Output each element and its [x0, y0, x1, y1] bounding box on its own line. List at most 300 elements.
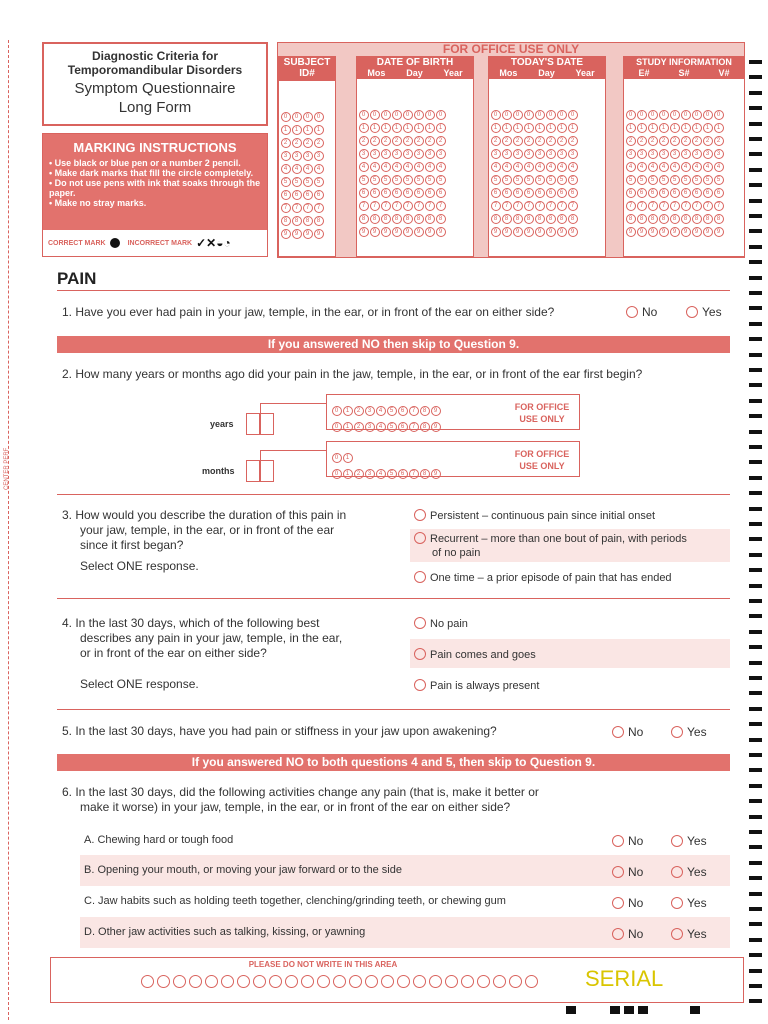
q6b-no-option[interactable]	[612, 865, 643, 879]
office-bubble[interactable]: 7	[535, 201, 545, 211]
office-bubble[interactable]: 9	[436, 227, 446, 237]
office-bubble[interactable]: 7	[292, 203, 302, 213]
office-bubble[interactable]: 2	[414, 136, 424, 146]
office-bubble[interactable]: 8	[370, 214, 380, 224]
office-bubble[interactable]: 9	[681, 227, 691, 237]
office-bubble[interactable]: 0	[303, 112, 313, 122]
office-bubble[interactable]: 9	[292, 229, 302, 239]
years-bubbles-row1[interactable]: 0 1 2 3 4 5 6 7 8 9	[331, 399, 441, 417]
office-bubble[interactable]: 5	[513, 175, 523, 185]
office-bubble[interactable]: 6	[314, 190, 324, 200]
office-bubble[interactable]: 0	[381, 110, 391, 120]
office-bubble[interactable]: 1	[681, 123, 691, 133]
office-bubble[interactable]: 0	[436, 110, 446, 120]
office-bubble[interactable]: 0	[703, 110, 713, 120]
office-bubble[interactable]: 7	[714, 201, 724, 211]
office-bubble[interactable]: 3	[626, 149, 636, 159]
office-bubble[interactable]: 1	[546, 123, 556, 133]
q6d-yes-option[interactable]	[671, 927, 707, 941]
office-bubble[interactable]: 4	[381, 162, 391, 172]
office-bubble[interactable]: 2	[546, 136, 556, 146]
office-bubble[interactable]: 7	[568, 201, 578, 211]
office-bubble[interactable]: 5	[714, 175, 724, 185]
q3-option-persistent[interactable]	[414, 509, 655, 522]
office-bubble[interactable]: 4	[557, 162, 567, 172]
office-bubble[interactable]: 7	[670, 201, 680, 211]
q3-option-one-time[interactable]	[414, 571, 672, 584]
office-bubble[interactable]: 4	[292, 164, 302, 174]
office-bubble[interactable]: 3	[314, 151, 324, 161]
office-bubble[interactable]: 3	[414, 149, 424, 159]
office-bubble[interactable]: 8	[681, 214, 691, 224]
office-bubble[interactable]: 4	[648, 162, 658, 172]
office-bubble[interactable]: 9	[524, 227, 534, 237]
office-bubble[interactable]: 0	[314, 112, 324, 122]
office-bubble[interactable]: 5	[436, 175, 446, 185]
office-bubble[interactable]: 2	[381, 136, 391, 146]
office-bubble[interactable]: 1	[670, 123, 680, 133]
months-digit-2[interactable]	[260, 460, 274, 482]
office-bubble[interactable]: 0	[637, 110, 647, 120]
office-bubble[interactable]: 2	[370, 136, 380, 146]
office-bubble[interactable]: 3	[370, 149, 380, 159]
office-bubble[interactable]: 5	[314, 177, 324, 187]
years-bubbles-row2[interactable]: 0 1 2 3 4 5 6 7 8 9	[331, 415, 441, 433]
q4-option-always[interactable]	[414, 679, 539, 692]
office-bubble[interactable]: 9	[303, 229, 313, 239]
office-bubble[interactable]: 3	[703, 149, 713, 159]
office-bubble[interactable]: 1	[370, 123, 380, 133]
office-bubble[interactable]: 7	[392, 201, 402, 211]
office-bubble[interactable]: 4	[502, 162, 512, 172]
office-bubble[interactable]: 5	[670, 175, 680, 185]
office-bubble[interactable]: 7	[502, 201, 512, 211]
office-bubble[interactable]: 2	[714, 136, 724, 146]
office-bubble[interactable]: 2	[557, 136, 567, 146]
office-bubble[interactable]: 6	[670, 188, 680, 198]
office-bubble[interactable]: 4	[513, 162, 523, 172]
office-bubble[interactable]: 3	[568, 149, 578, 159]
office-bubble[interactable]: 2	[403, 136, 413, 146]
office-bubble[interactable]: 6	[436, 188, 446, 198]
q1-yes-option[interactable]	[686, 305, 722, 319]
office-bubble[interactable]: 5	[281, 177, 291, 187]
office-bubble[interactable]: 1	[425, 123, 435, 133]
office-bubble[interactable]: 7	[626, 201, 636, 211]
office-bubble[interactable]: 9	[392, 227, 402, 237]
office-bubble[interactable]: 7	[659, 201, 669, 211]
office-bubble[interactable]: 6	[359, 188, 369, 198]
subject-id-bubbles[interactable]	[279, 81, 335, 235]
office-bubble[interactable]: 4	[314, 164, 324, 174]
office-bubble[interactable]: 3	[714, 149, 724, 159]
office-bubble[interactable]: 8	[513, 214, 523, 224]
office-bubble[interactable]: 0	[681, 110, 691, 120]
office-bubble[interactable]: 2	[670, 136, 680, 146]
office-bubble[interactable]: 3	[491, 149, 501, 159]
office-bubble[interactable]: 6	[502, 188, 512, 198]
office-bubble[interactable]: 1	[568, 123, 578, 133]
office-bubble[interactable]: 1	[648, 123, 658, 133]
office-bubble[interactable]: 5	[637, 175, 647, 185]
office-bubble[interactable]: 6	[491, 188, 501, 198]
office-bubble[interactable]: 7	[692, 201, 702, 211]
office-bubble[interactable]: 4	[670, 162, 680, 172]
office-bubble[interactable]: 8	[546, 214, 556, 224]
office-bubble[interactable]: 7	[414, 201, 424, 211]
office-bubble[interactable]: 6	[692, 188, 702, 198]
office-bubble[interactable]: 2	[568, 136, 578, 146]
office-bubble[interactable]: 1	[714, 123, 724, 133]
office-bubble[interactable]: 0	[557, 110, 567, 120]
office-bubble[interactable]: 7	[281, 203, 291, 213]
office-bubble[interactable]: 8	[637, 214, 647, 224]
office-bubble[interactable]: 6	[648, 188, 658, 198]
office-bubble[interactable]: 8	[568, 214, 578, 224]
office-bubble[interactable]: 5	[524, 175, 534, 185]
q6a-yes-option[interactable]	[671, 834, 707, 848]
office-bubble[interactable]: 2	[425, 136, 435, 146]
office-bubble[interactable]: 1	[557, 123, 567, 133]
office-bubble[interactable]: 2	[681, 136, 691, 146]
office-bubble[interactable]: 8	[414, 214, 424, 224]
office-bubble[interactable]: 7	[491, 201, 501, 211]
office-bubble[interactable]: 2	[703, 136, 713, 146]
office-bubble[interactable]: 8	[703, 214, 713, 224]
office-bubble[interactable]: 7	[359, 201, 369, 211]
office-bubble[interactable]: 6	[681, 188, 691, 198]
office-bubble[interactable]: 9	[626, 227, 636, 237]
office-bubble[interactable]: 1	[281, 125, 291, 135]
office-bubble[interactable]: 6	[524, 188, 534, 198]
office-bubble[interactable]: 5	[535, 175, 545, 185]
office-bubble[interactable]: 0	[535, 110, 545, 120]
office-bubble[interactable]: 8	[524, 214, 534, 224]
office-bubble[interactable]: 2	[692, 136, 702, 146]
office-bubble[interactable]: 5	[681, 175, 691, 185]
office-bubble[interactable]: 1	[535, 123, 545, 133]
office-bubble[interactable]: 7	[303, 203, 313, 213]
office-bubble[interactable]: 6	[292, 190, 302, 200]
office-bubble[interactable]: 7	[381, 201, 391, 211]
office-bubble[interactable]: 8	[303, 216, 313, 226]
office-bubble[interactable]: 6	[659, 188, 669, 198]
office-bubble[interactable]: 5	[692, 175, 702, 185]
office-bubble[interactable]: 9	[535, 227, 545, 237]
office-bubble[interactable]: 9	[568, 227, 578, 237]
office-bubble[interactable]: 4	[714, 162, 724, 172]
office-bubble[interactable]: 5	[403, 175, 413, 185]
office-bubble[interactable]: 6	[281, 190, 291, 200]
office-bubble[interactable]: 3	[659, 149, 669, 159]
office-bubble[interactable]: 0	[292, 112, 302, 122]
office-bubble[interactable]: 3	[681, 149, 691, 159]
office-bubble[interactable]: 0	[403, 110, 413, 120]
office-bubble[interactable]: 9	[314, 229, 324, 239]
office-bubble[interactable]: 3	[524, 149, 534, 159]
office-bubble[interactable]: 0	[714, 110, 724, 120]
office-bubble[interactable]: 2	[648, 136, 658, 146]
office-bubble[interactable]: 9	[281, 229, 291, 239]
office-bubble[interactable]: 4	[703, 162, 713, 172]
office-bubble[interactable]: 5	[703, 175, 713, 185]
office-bubble[interactable]: 4	[681, 162, 691, 172]
office-bubble[interactable]: 5	[381, 175, 391, 185]
office-bubble[interactable]: 9	[546, 227, 556, 237]
office-bubble[interactable]: 2	[392, 136, 402, 146]
months-digit-1[interactable]	[246, 460, 260, 482]
office-bubble[interactable]: 9	[414, 227, 424, 237]
office-bubble[interactable]: 5	[414, 175, 424, 185]
office-bubble[interactable]: 4	[491, 162, 501, 172]
office-bubble[interactable]: 7	[637, 201, 647, 211]
office-bubble[interactable]: 2	[359, 136, 369, 146]
office-bubble[interactable]: 3	[281, 151, 291, 161]
office-bubble[interactable]: 0	[414, 110, 424, 120]
office-bubble[interactable]: 2	[502, 136, 512, 146]
office-bubble[interactable]: 6	[303, 190, 313, 200]
office-bubble[interactable]: 3	[425, 149, 435, 159]
q6d-no-option[interactable]	[612, 927, 643, 941]
office-bubble[interactable]: 1	[314, 125, 324, 135]
office-bubble[interactable]: 8	[692, 214, 702, 224]
q6c-no-option[interactable]	[612, 896, 643, 910]
office-bubble[interactable]: 7	[681, 201, 691, 211]
office-bubble[interactable]: 9	[403, 227, 413, 237]
office-bubble[interactable]: 0	[491, 110, 501, 120]
office-bubble[interactable]: 6	[557, 188, 567, 198]
office-bubble[interactable]: 9	[637, 227, 647, 237]
office-bubble[interactable]: 1	[303, 125, 313, 135]
q1-no-option[interactable]	[626, 305, 657, 319]
office-bubble[interactable]: 4	[303, 164, 313, 174]
q6b-yes-option[interactable]	[671, 865, 707, 879]
office-bubble[interactable]: 5	[292, 177, 302, 187]
office-bubble[interactable]: 8	[359, 214, 369, 224]
office-bubble[interactable]: 8	[381, 214, 391, 224]
office-bubble[interactable]: 9	[692, 227, 702, 237]
office-bubble[interactable]: 5	[659, 175, 669, 185]
study-bubbles[interactable]	[624, 79, 744, 233]
office-bubble[interactable]: 0	[359, 110, 369, 120]
office-bubble[interactable]: 8	[436, 214, 446, 224]
office-bubble[interactable]: 5	[546, 175, 556, 185]
office-bubble[interactable]: 7	[703, 201, 713, 211]
office-bubble[interactable]: 6	[392, 188, 402, 198]
office-bubble[interactable]: 0	[524, 110, 534, 120]
office-bubble[interactable]: 9	[513, 227, 523, 237]
office-bubble[interactable]: 9	[703, 227, 713, 237]
office-bubble[interactable]: 4	[425, 162, 435, 172]
office-bubble[interactable]: 3	[502, 149, 512, 159]
office-bubble[interactable]: 7	[403, 201, 413, 211]
office-bubble[interactable]: 8	[314, 216, 324, 226]
office-bubble[interactable]: 6	[714, 188, 724, 198]
office-bubble[interactable]: 6	[637, 188, 647, 198]
months-bubbles-row1[interactable]: 0 1	[331, 446, 353, 464]
office-bubble[interactable]: 1	[637, 123, 647, 133]
office-bubble[interactable]: 0	[392, 110, 402, 120]
office-bubble[interactable]: 2	[535, 136, 545, 146]
office-bubble[interactable]: 6	[370, 188, 380, 198]
years-digit-2[interactable]	[260, 413, 274, 435]
office-bubble[interactable]: 0	[648, 110, 658, 120]
office-bubble[interactable]: 6	[414, 188, 424, 198]
office-bubble[interactable]: 3	[403, 149, 413, 159]
office-bubble[interactable]: 1	[403, 123, 413, 133]
office-bubble[interactable]: 7	[513, 201, 523, 211]
office-bubble[interactable]: 2	[659, 136, 669, 146]
office-bubble[interactable]: 8	[714, 214, 724, 224]
office-bubble[interactable]: 7	[436, 201, 446, 211]
office-bubble[interactable]: 9	[425, 227, 435, 237]
office-bubble[interactable]: 3	[670, 149, 680, 159]
office-bubble[interactable]: 3	[303, 151, 313, 161]
office-bubble[interactable]: 3	[436, 149, 446, 159]
office-bubble[interactable]: 1	[524, 123, 534, 133]
office-bubble[interactable]: 5	[425, 175, 435, 185]
office-bubble[interactable]: 3	[692, 149, 702, 159]
office-bubble[interactable]: 4	[546, 162, 556, 172]
office-bubble[interactable]: 8	[670, 214, 680, 224]
office-bubble[interactable]: 9	[648, 227, 658, 237]
q4-option-no-pain[interactable]	[414, 617, 468, 630]
office-bubble[interactable]: 5	[359, 175, 369, 185]
office-bubble[interactable]: 7	[648, 201, 658, 211]
office-bubble[interactable]: 2	[281, 138, 291, 148]
office-bubble[interactable]: 4	[281, 164, 291, 174]
office-bubble[interactable]: 5	[557, 175, 567, 185]
office-bubble[interactable]: 6	[381, 188, 391, 198]
office-bubble[interactable]: 1	[414, 123, 424, 133]
office-bubble[interactable]: 3	[535, 149, 545, 159]
office-bubble[interactable]: 6	[513, 188, 523, 198]
office-bubble[interactable]: 2	[436, 136, 446, 146]
office-bubble[interactable]: 6	[568, 188, 578, 198]
office-bubble[interactable]: 5	[491, 175, 501, 185]
office-bubble[interactable]: 5	[303, 177, 313, 187]
office-bubble[interactable]: 0	[659, 110, 669, 120]
office-bubble[interactable]: 8	[281, 216, 291, 226]
office-bubble[interactable]: 6	[425, 188, 435, 198]
q4-option-comes-goes[interactable]	[414, 648, 536, 661]
today-bubbles[interactable]	[489, 79, 605, 233]
office-bubble[interactable]: 7	[314, 203, 324, 213]
office-bubble[interactable]: 4	[568, 162, 578, 172]
office-bubble[interactable]: 4	[414, 162, 424, 172]
office-bubble[interactable]: 0	[281, 112, 291, 122]
office-bubble[interactable]: 6	[626, 188, 636, 198]
office-bubble[interactable]: 2	[292, 138, 302, 148]
office-bubble[interactable]: 4	[392, 162, 402, 172]
office-bubble[interactable]: 1	[292, 125, 302, 135]
office-bubble[interactable]: 4	[535, 162, 545, 172]
office-bubble[interactable]: 9	[659, 227, 669, 237]
office-bubble[interactable]: 3	[637, 149, 647, 159]
office-bubble[interactable]: 8	[659, 214, 669, 224]
office-bubble[interactable]: 4	[659, 162, 669, 172]
office-bubble[interactable]: 4	[370, 162, 380, 172]
office-bubble[interactable]: 1	[392, 123, 402, 133]
office-bubble[interactable]: 2	[513, 136, 523, 146]
office-bubble[interactable]: 8	[535, 214, 545, 224]
office-bubble[interactable]: 8	[557, 214, 567, 224]
office-bubble[interactable]: 8	[403, 214, 413, 224]
office-bubble[interactable]: 5	[370, 175, 380, 185]
office-bubble[interactable]: 4	[359, 162, 369, 172]
office-bubble[interactable]: 8	[626, 214, 636, 224]
years-digit-1[interactable]	[246, 413, 260, 435]
office-bubble[interactable]: 4	[403, 162, 413, 172]
office-bubble[interactable]: 9	[714, 227, 724, 237]
office-bubble[interactable]: 0	[692, 110, 702, 120]
office-bubble[interactable]: 1	[659, 123, 669, 133]
office-bubble[interactable]: 4	[436, 162, 446, 172]
office-bubble[interactable]: 0	[670, 110, 680, 120]
office-bubble[interactable]: 7	[557, 201, 567, 211]
q3-option-recurrent[interactable]	[414, 532, 687, 560]
office-bubble[interactable]: 9	[670, 227, 680, 237]
office-bubble[interactable]: 8	[491, 214, 501, 224]
office-bubble[interactable]: 4	[626, 162, 636, 172]
office-bubble[interactable]: 0	[370, 110, 380, 120]
office-bubble[interactable]: 1	[703, 123, 713, 133]
office-bubble[interactable]: 0	[568, 110, 578, 120]
office-bubble[interactable]: 3	[557, 149, 567, 159]
office-bubble[interactable]: 9	[381, 227, 391, 237]
office-bubble[interactable]: 7	[546, 201, 556, 211]
office-bubble[interactable]: 8	[648, 214, 658, 224]
office-bubble[interactable]: 3	[392, 149, 402, 159]
office-bubble[interactable]: 9	[359, 227, 369, 237]
office-bubble[interactable]: 6	[403, 188, 413, 198]
office-bubble[interactable]: 2	[626, 136, 636, 146]
q6c-yes-option[interactable]	[671, 896, 707, 910]
office-bubble[interactable]: 5	[626, 175, 636, 185]
office-bubble[interactable]: 1	[491, 123, 501, 133]
office-bubble[interactable]: 6	[703, 188, 713, 198]
office-bubble[interactable]: 2	[524, 136, 534, 146]
office-bubble[interactable]: 9	[370, 227, 380, 237]
q6a-no-option[interactable]	[612, 834, 643, 848]
office-bubble[interactable]: 5	[568, 175, 578, 185]
office-bubble[interactable]: 0	[425, 110, 435, 120]
office-bubble[interactable]: 0	[626, 110, 636, 120]
office-bubble[interactable]: 1	[692, 123, 702, 133]
office-bubble[interactable]: 3	[513, 149, 523, 159]
office-bubble[interactable]: 6	[535, 188, 545, 198]
dob-bubbles[interactable]	[357, 79, 473, 233]
office-bubble[interactable]: 2	[303, 138, 313, 148]
office-bubble[interactable]: 8	[425, 214, 435, 224]
office-bubble[interactable]: 3	[546, 149, 556, 159]
office-bubble[interactable]: 2	[314, 138, 324, 148]
office-bubble[interactable]: 3	[648, 149, 658, 159]
office-bubble[interactable]: 7	[370, 201, 380, 211]
office-bubble[interactable]: 4	[637, 162, 647, 172]
office-bubble[interactable]: 9	[502, 227, 512, 237]
office-bubble[interactable]: 1	[502, 123, 512, 133]
office-bubble[interactable]: 1	[436, 123, 446, 133]
office-bubble[interactable]: 0	[546, 110, 556, 120]
office-bubble[interactable]: 8	[292, 216, 302, 226]
office-bubble[interactable]: 3	[381, 149, 391, 159]
office-bubble[interactable]: 5	[392, 175, 402, 185]
office-bubble[interactable]: 9	[557, 227, 567, 237]
office-bubble[interactable]: 0	[513, 110, 523, 120]
q5-no-option[interactable]	[612, 725, 643, 739]
office-bubble[interactable]: 5	[648, 175, 658, 185]
